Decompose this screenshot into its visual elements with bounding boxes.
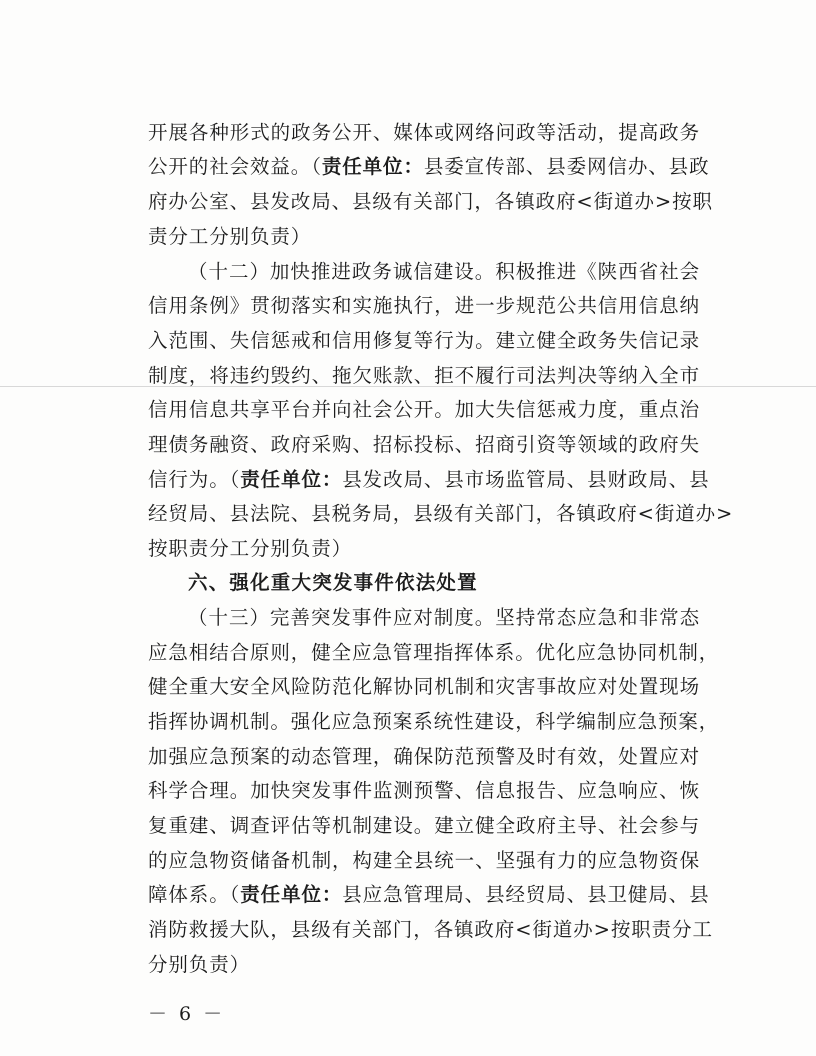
para2-line1: （十二）加快推进政务诚信建设。积极推进《陕西省社会	[188, 260, 700, 283]
para2-line7	[148, 465, 710, 495]
para2-line5: 信用信息共享平台并向社会公开。加大失信惩戒力度，重点治	[148, 398, 700, 421]
page-number: － 6 －	[148, 1003, 226, 1025]
para1-line2-rest: 县委宣传部、县委网信办、县政	[423, 155, 710, 178]
para1-line2-text: 公开的社会效益。（	[148, 155, 322, 178]
para3-line11: 分别负责）	[148, 953, 251, 976]
para2-line3: 入范围、失信惩戒和信用修复等行为。建立健全政务失信记录	[148, 329, 700, 352]
section-heading-six: 六、强化重大突发事件依法处置	[188, 571, 478, 594]
para3-line8: 的应急物资储备机制，构建全县统一、坚强有力的应急物资保	[148, 849, 700, 872]
para3-line3: 健全重大安全风险防范化解协同机制和灾害事故应对处置现场	[148, 675, 700, 698]
para2-line6: 理债务融资、政府采购、招标投标、招商引资等领域的政府失	[148, 433, 700, 456]
para3-line10: 消防救援大队，县级有关部门，各镇政府<街道办>按职责分工	[148, 918, 713, 941]
para3-line9-text: 障体系。（	[148, 883, 241, 906]
para3-line9	[148, 880, 710, 910]
responsibility-label: 责任单位：	[240, 883, 343, 906]
para2-line7-text: 信行为。（	[148, 468, 241, 491]
para3-line1: （十三）完善突发事件应对制度。坚持常态应急和非常态	[188, 606, 700, 629]
para1-line2	[148, 152, 710, 182]
para2-line2: 信用条例》贯彻落实和实施执行，进一步规范公共信用信息纳	[148, 294, 700, 317]
para2-line4: 制度，将违约毁约、拖欠账款、拒不履行司法判决等纳入全市	[148, 364, 700, 387]
para1-line4: 责分工分别负责）	[148, 225, 312, 248]
para3-line9-rest: 县应急管理局、县经贸局、县卫健局、县	[342, 883, 710, 906]
responsibility-label: 责任单位：	[240, 468, 343, 491]
para3-line2: 应急相结合原则，健全应急管理指挥体系。优化应急协同机制，	[148, 641, 720, 664]
para1-line1: 开展各种形式的政务公开、媒体或网络问政等活动，提高政务	[148, 121, 700, 144]
para2-line8: 经贸局、县法院、县税务局，县级有关部门，各镇政府<街道办>	[148, 502, 734, 525]
responsibility-label: 责任单位：	[321, 155, 424, 178]
para2-line9: 按职责分工分别负责）	[148, 537, 353, 560]
para1-line3: 府办公室、县发改局、县级有关部门，各镇政府<街道办>按职	[148, 190, 713, 213]
para3-line5: 加强应急预案的动态管理，确保防范预警及时有效，处置应对	[148, 745, 700, 768]
para3-line4: 指挥协调机制。强化应急预案系统性建设，科学编制应急预案，	[148, 710, 720, 733]
para3-line7: 复重建、调查评估等机制建设。建立健全政府主导、社会参与	[148, 814, 700, 837]
para3-line6: 科学合理。加快突发事件监测预警、信息报告、应急响应、恢	[148, 779, 700, 802]
para2-line7-rest: 县发改局、县市场监管局、县财政局、县	[342, 468, 710, 491]
